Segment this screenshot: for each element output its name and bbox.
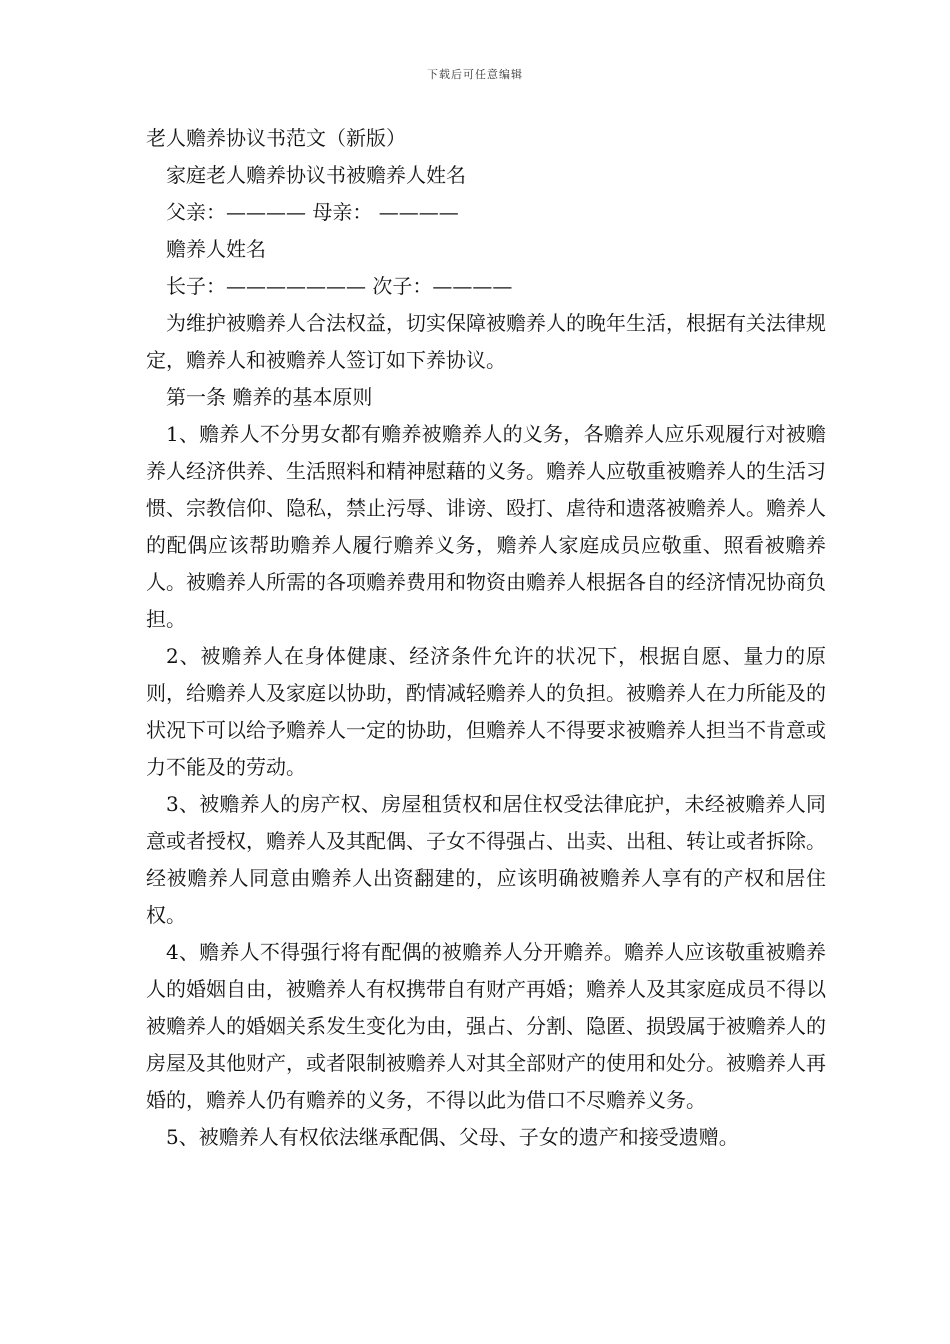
clause-3: 3、被赡养人的房产权、房屋租赁权和居住权受法律庇护，未经被赡养人同意或者授权，赡养人及其配偶、子女不得强占、出卖、出租、转让或者拆除。经被赡养人同意由赡养人出资翻建的，应该明确被赡养人享有的产权和居住权。: [146, 792, 826, 927]
supporters-label: 赡养人姓名: [166, 237, 266, 261]
agreement-heading: 家庭老人赡养协议书被赡养人姓名: [166, 163, 466, 187]
document-title: 老人赡养协议书范文（新版）: [146, 126, 406, 150]
parents-line: 父亲：———— 母亲： ————: [166, 200, 459, 224]
clause-1: 1、赡养人不分男女都有赡养被赡养人的义务，各赡养人应乐观履行对被赡养人经济供养、生活照料和精神慰藉的义务。赡养人应敬重被赡养人的生活习惯、宗教信仰、隐私，禁止污辱、诽谤、殴打、虐待和遗落被赡养人。赡养人的配偶应该帮助赡养人履行赡养义务，赡养人家庭成员应敬重、照看被赡养人。被赡养人所需的各项赡养费用和物资由赡养人根据各自的经济情况协商负担。: [146, 422, 826, 631]
clause-4: 4、赡养人不得强行将有配偶的被赡养人分开赡养。赡养人应该敬重被赡养人的婚姻自由，被赡养人有权携带自有财产再婚；赡养人及其家庭成员不得以被赡养人的婚姻关系发生变化为由，强占、分割、隐匿、损毁属于被赡养人的房屋及其他财产，或者限制被赡养人对其全部财产的使用和处分。被赡养人再婚的，赡养人仍有赡养的义务，不得以此为借口不尽赡养义务。: [146, 940, 826, 1112]
clause-5: 5、被赡养人有权依法继承配偶、父母、子女的遗产和接受遗赠。: [166, 1125, 739, 1149]
document-body: [146, 120, 826, 1156]
clause-2: 2、被赡养人在身体健康、经济条件允许的状况下，根据自愿、量力的原则，给赡养人及家庭以协助，酌情减轻赡养人的负担。被赡养人在力所能及的状况下可以给予赡养人一定的协助，但赡养人不得要求被赡养人担当不肯意或力不能及的劳动。: [146, 644, 826, 779]
children-line: 长子：——————— 次子：————: [166, 274, 513, 298]
header-note: 下载后可任意编辑: [427, 68, 523, 81]
article-1-title: 第一条 赡养的基本原则: [166, 385, 373, 409]
intro-paragraph: 为维护被赡养人合法权益，切实保障被赡养人的晚年生活，根据有关法律规定，赡养人和被赡养人签订如下养协议。: [146, 311, 826, 372]
